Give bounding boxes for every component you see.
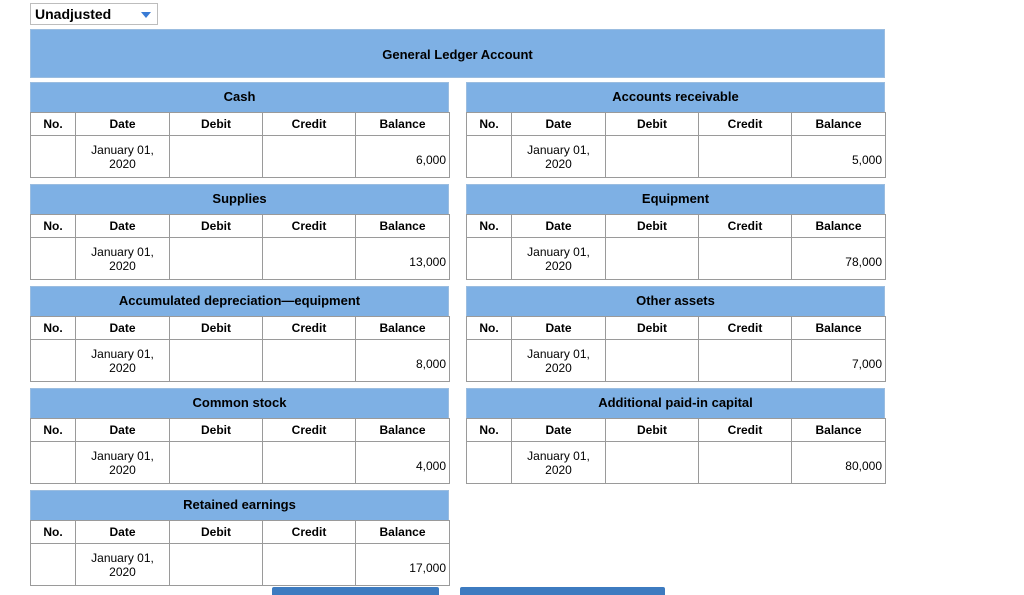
col-balance: Balance — [792, 419, 886, 442]
account-title: Cash — [30, 82, 449, 112]
balance-cell: 4,000 — [356, 442, 450, 484]
no-cell[interactable] — [31, 136, 76, 178]
account-table — [30, 112, 450, 178]
balance-cell: 13,000 — [356, 238, 450, 280]
col-no: No. — [31, 113, 76, 136]
account-table — [30, 214, 450, 280]
table-header-row — [31, 317, 450, 340]
col-debit: Debit — [170, 113, 263, 136]
col-credit: Credit — [263, 113, 356, 136]
table-row — [467, 340, 886, 382]
debit-cell[interactable] — [170, 442, 263, 484]
col-no: No. — [467, 419, 512, 442]
account-title: Common stock — [30, 388, 449, 418]
account-ledger — [30, 184, 449, 280]
account-ledger — [466, 82, 885, 178]
col-no: No. — [31, 215, 76, 238]
date-line: January 01, — [527, 449, 590, 463]
table-header-row — [467, 317, 886, 340]
account-ledger — [466, 184, 885, 280]
col-balance: Balance — [356, 419, 450, 442]
date-line: January 01, — [527, 143, 590, 157]
col-balance: Balance — [792, 317, 886, 340]
table-header-row — [31, 419, 450, 442]
col-balance: Balance — [792, 113, 886, 136]
date-cell — [76, 544, 170, 586]
no-cell[interactable] — [31, 340, 76, 382]
date-cell — [512, 442, 606, 484]
account-ledger — [30, 286, 449, 382]
account-table — [466, 418, 886, 484]
debit-cell[interactable] — [606, 238, 699, 280]
date-line: 2020 — [545, 463, 572, 477]
col-date: Date — [76, 215, 170, 238]
no-cell[interactable] — [467, 340, 512, 382]
account-title: Additional paid-in capital — [466, 388, 885, 418]
date-line: 2020 — [109, 463, 136, 477]
col-debit: Debit — [170, 317, 263, 340]
table-header-row — [31, 215, 450, 238]
date-line: January 01, — [91, 245, 154, 259]
col-credit: Credit — [699, 113, 792, 136]
debit-cell[interactable] — [170, 544, 263, 586]
account-title: Supplies — [30, 184, 449, 214]
col-balance: Balance — [792, 215, 886, 238]
col-credit: Credit — [699, 215, 792, 238]
chevron-down-icon[interactable] — [141, 12, 151, 18]
account-table — [30, 418, 450, 484]
date-line: January 01, — [91, 449, 154, 463]
no-cell[interactable] — [467, 238, 512, 280]
credit-cell[interactable] — [263, 238, 356, 280]
credit-cell[interactable] — [263, 544, 356, 586]
date-cell — [76, 136, 170, 178]
table-row — [31, 442, 450, 484]
account-ledger — [466, 388, 885, 484]
col-debit: Debit — [606, 419, 699, 442]
col-date: Date — [512, 419, 606, 442]
debit-cell[interactable] — [170, 136, 263, 178]
account-title: Retained earnings — [30, 490, 449, 520]
col-date: Date — [76, 419, 170, 442]
debit-cell[interactable] — [606, 136, 699, 178]
account-title: Accumulated depreciation—equipment — [30, 286, 449, 316]
col-no: No. — [31, 419, 76, 442]
col-balance: Balance — [356, 113, 450, 136]
table-header-row — [467, 113, 886, 136]
table-row — [31, 544, 450, 586]
date-cell — [512, 340, 606, 382]
table-row — [31, 136, 450, 178]
balance-cell: 7,000 — [792, 340, 886, 382]
col-no: No. — [467, 317, 512, 340]
date-cell — [76, 442, 170, 484]
table-row — [467, 442, 886, 484]
account-ledger — [30, 388, 449, 484]
col-balance: Balance — [356, 317, 450, 340]
balance-cell: 6,000 — [356, 136, 450, 178]
col-credit: Credit — [263, 521, 356, 544]
account-title: Accounts receivable — [466, 82, 885, 112]
col-date: Date — [76, 317, 170, 340]
col-credit: Credit — [263, 215, 356, 238]
date-line: January 01, — [527, 347, 590, 361]
date-line: January 01, — [91, 143, 154, 157]
date-line: January 01, — [527, 245, 590, 259]
col-no: No. — [467, 215, 512, 238]
col-date: Date — [512, 113, 606, 136]
account-ledger — [30, 490, 449, 586]
col-debit: Debit — [170, 215, 263, 238]
balance-cell: 17,000 — [356, 544, 450, 586]
credit-cell[interactable] — [263, 340, 356, 382]
col-credit: Credit — [263, 419, 356, 442]
debit-cell[interactable] — [170, 340, 263, 382]
table-header-row — [31, 521, 450, 544]
account-table — [30, 520, 450, 586]
col-debit: Debit — [606, 317, 699, 340]
table-header-row — [467, 215, 886, 238]
balance-cell: 8,000 — [356, 340, 450, 382]
next-button[interactable] — [460, 587, 665, 595]
date-cell — [76, 340, 170, 382]
no-cell[interactable] — [31, 544, 76, 586]
debit-cell[interactable] — [606, 442, 699, 484]
date-cell — [512, 238, 606, 280]
date-line: 2020 — [545, 361, 572, 375]
col-debit: Debit — [606, 215, 699, 238]
table-row — [467, 136, 886, 178]
table-header-row — [467, 419, 886, 442]
date-line: January 01, — [91, 551, 154, 565]
col-debit: Debit — [170, 419, 263, 442]
col-credit: Credit — [699, 317, 792, 340]
col-debit: Debit — [170, 521, 263, 544]
col-date: Date — [76, 521, 170, 544]
col-credit: Credit — [263, 317, 356, 340]
date-line: 2020 — [109, 157, 136, 171]
credit-cell[interactable] — [699, 238, 792, 280]
date-line: 2020 — [109, 259, 136, 273]
col-no: No. — [31, 521, 76, 544]
account-ledger — [30, 82, 449, 178]
account-title: Other assets — [466, 286, 885, 316]
col-date: Date — [76, 113, 170, 136]
col-no: No. — [467, 113, 512, 136]
col-balance: Balance — [356, 521, 450, 544]
account-ledger — [466, 286, 885, 382]
table-row — [31, 340, 450, 382]
date-line: January 01, — [91, 347, 154, 361]
date-line: 2020 — [545, 157, 572, 171]
no-cell[interactable] — [467, 442, 512, 484]
ledger-type-value: Unadjusted — [35, 6, 112, 22]
date-cell — [76, 238, 170, 280]
col-date: Date — [512, 215, 606, 238]
previous-button[interactable] — [272, 587, 439, 595]
no-cell[interactable] — [31, 442, 76, 484]
account-table — [466, 112, 886, 178]
account-table — [466, 316, 886, 382]
col-debit: Debit — [606, 113, 699, 136]
balance-cell: 5,000 — [792, 136, 886, 178]
balance-cell: 78,000 — [792, 238, 886, 280]
credit-cell[interactable] — [263, 442, 356, 484]
date-cell — [512, 136, 606, 178]
credit-cell[interactable] — [699, 442, 792, 484]
table-row — [467, 238, 886, 280]
table-header-row — [31, 113, 450, 136]
table-row — [31, 238, 450, 280]
date-line: 2020 — [545, 259, 572, 273]
no-cell[interactable] — [467, 136, 512, 178]
debit-cell[interactable] — [170, 238, 263, 280]
col-no: No. — [31, 317, 76, 340]
col-credit: Credit — [699, 419, 792, 442]
credit-cell[interactable] — [699, 340, 792, 382]
no-cell[interactable] — [31, 238, 76, 280]
credit-cell[interactable] — [263, 136, 356, 178]
ledger-type-select[interactable] — [30, 3, 158, 25]
account-table — [466, 214, 886, 280]
col-date: Date — [512, 317, 606, 340]
date-line: 2020 — [109, 565, 136, 579]
debit-cell[interactable] — [606, 340, 699, 382]
col-balance: Balance — [356, 215, 450, 238]
balance-cell: 80,000 — [792, 442, 886, 484]
credit-cell[interactable] — [699, 136, 792, 178]
date-line: 2020 — [109, 361, 136, 375]
account-title: Equipment — [466, 184, 885, 214]
account-table — [30, 316, 450, 382]
general-ledger-header: General Ledger Account — [30, 29, 885, 78]
